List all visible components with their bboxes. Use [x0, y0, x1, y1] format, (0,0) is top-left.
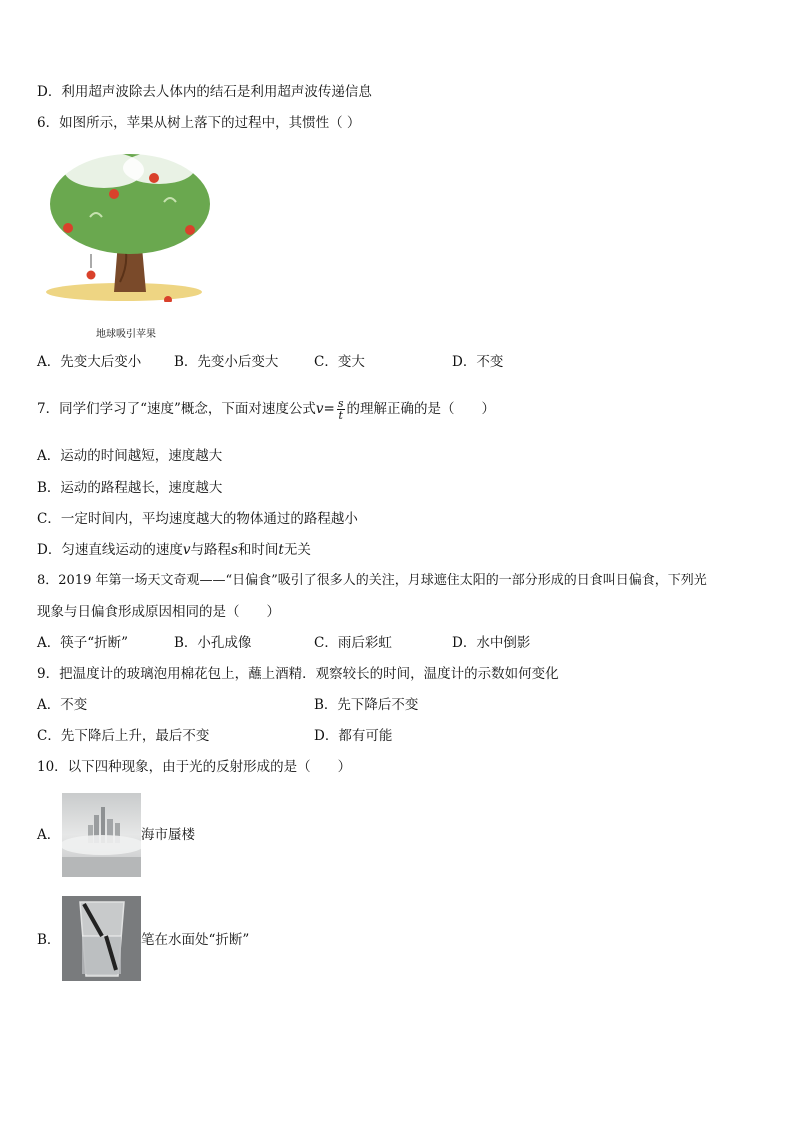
q6-option-b: B．先变小后变大	[174, 354, 279, 370]
q7-stem-post: 的理解正确的是（ ）	[346, 401, 496, 417]
q9-option-c: C．先下降后上升，最后不变	[37, 728, 210, 744]
q7-d-mid2: 和时间	[237, 542, 279, 558]
q7-option-d	[37, 540, 311, 560]
q9-option-d: D．都有可能	[314, 728, 393, 744]
q9-option-b: B．先下降后不变	[314, 697, 419, 713]
q7-stem	[37, 397, 495, 421]
q9-option-a: A．不变	[37, 697, 88, 713]
q7-option-c: C．一定时间内，平均速度越大的物体通过的路程越小	[37, 511, 358, 527]
q7-d-post: 无关	[283, 542, 311, 558]
formula-fraction	[337, 398, 345, 421]
q8-option-d: D．水中倒影	[452, 635, 531, 651]
figure-caption: 地球吸引苹果	[96, 329, 156, 340]
formula-v: v	[315, 401, 324, 417]
q6-option-a: A．先变大后变小	[37, 354, 142, 370]
apple-tree-illustration	[44, 142, 216, 302]
q10-option-b-text: 笔在水面处“折断”	[141, 932, 250, 948]
q5-option-d: D．利用超声波除去人体内的结石是利用超声波传递信息	[37, 84, 372, 100]
q10-option-a-text: 海市蜃楼	[141, 827, 195, 843]
q7-stem-pre: 7．同学们学习了“速度”概念，下面对速度公式	[37, 401, 316, 417]
q6-option-c: C．变大	[314, 354, 365, 370]
q7-d-v: v	[182, 542, 191, 558]
q8-stem-line2: 现象与日偏食形成原因相同的是（ ）	[37, 604, 280, 620]
q10-option-a-label: A．	[37, 827, 61, 843]
q6-option-d: D．不变	[452, 354, 504, 370]
q7-option-b: B．运动的路程越长，速度越大	[37, 480, 223, 496]
q8-option-b: B．小孔成像	[174, 635, 252, 651]
formula-denominator: t	[338, 409, 343, 422]
q9-stem: 9．把温度计的玻璃泡用棉花包上，蘸上酒精．观察较长的时间，温度计的示数如何变化	[37, 666, 559, 682]
q7-d-pre: D．匀速直线运动的速度	[37, 542, 183, 558]
q10-stem: 10．以下四种现象，由于光的反射形成的是（ ）	[37, 759, 352, 775]
q7-d-s: s	[230, 542, 238, 558]
q8-option-a: A．筷子“折断”	[37, 635, 129, 651]
q8-stem-line1: 8．2019 年第一场天文奇观——“日偏食”吸引了很多人的关注，月球遮住太阳的一部分形成的日食叫日偏食，下列光	[37, 573, 707, 588]
q7-d-t: t	[278, 542, 284, 558]
formula-numerator: s	[337, 397, 344, 410]
formula-equals: =	[323, 401, 335, 417]
q8-option-c: C．雨后彩虹	[314, 635, 392, 651]
q7-option-a: A．运动的时间越短，速度越大	[37, 448, 223, 464]
pen-in-water-photo	[62, 896, 141, 981]
mirage-photo	[62, 793, 141, 877]
q7-d-mid1: 与路程	[190, 542, 231, 558]
q10-option-b-label: B．	[37, 932, 61, 948]
q6-stem: 6．如图所示，苹果从树上落下的过程中，其惯性（ ）	[37, 115, 361, 131]
